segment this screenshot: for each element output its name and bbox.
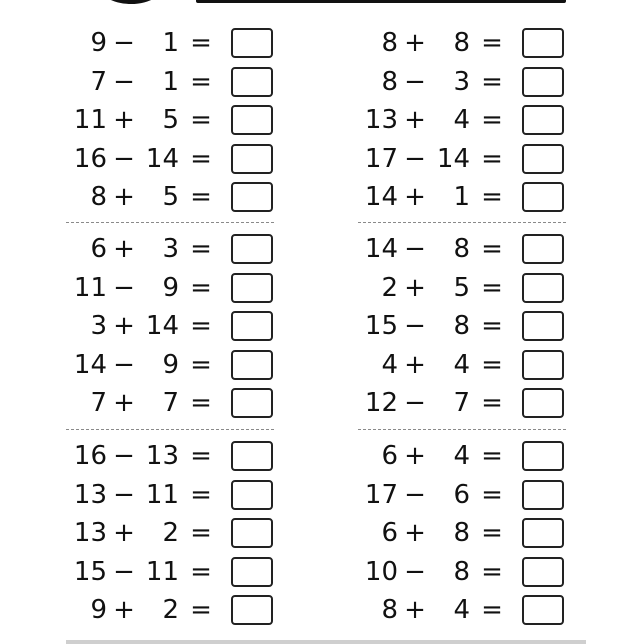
problem-row <box>358 230 598 268</box>
problem-row <box>67 24 307 62</box>
operand-a: 4 <box>381 349 398 380</box>
operand-b: 2 <box>162 595 179 626</box>
equals-sign: = <box>481 105 503 136</box>
operand-b: 8 <box>453 234 470 264</box>
operand-b: 11 <box>145 479 179 510</box>
operator-sign: + <box>113 105 135 136</box>
operator-sign: + <box>404 518 426 549</box>
operand-a: 2 <box>381 272 398 303</box>
operand-b: 4 <box>453 441 470 471</box>
operand-a: 8 <box>381 28 398 58</box>
operand-b: 7 <box>162 388 179 419</box>
operand-a: 3 <box>90 311 107 342</box>
answer-box[interactable] <box>522 311 564 341</box>
operand-b: 4 <box>453 349 470 380</box>
operator-sign: + <box>404 182 426 213</box>
operand-a: 10 <box>364 556 398 587</box>
operand-a: 14 <box>364 182 398 213</box>
answer-box[interactable] <box>522 480 564 510</box>
answer-box[interactable] <box>231 67 273 97</box>
operand-b: 1 <box>162 28 179 58</box>
operator-sign: − <box>404 556 426 587</box>
problem-row <box>358 101 598 139</box>
operator-sign: + <box>113 182 135 213</box>
operator-sign: + <box>404 105 426 136</box>
problem-row <box>358 63 598 101</box>
operand-b: 11 <box>145 556 179 587</box>
problem-row <box>67 307 307 345</box>
operator-sign: − <box>113 349 135 380</box>
problem-row <box>67 140 307 178</box>
operand-a: 17 <box>364 143 398 174</box>
problem-row <box>67 63 307 101</box>
equals-sign: = <box>190 272 212 303</box>
operand-a: 13 <box>73 518 107 549</box>
problem-row <box>67 101 307 139</box>
problem-row <box>358 514 598 552</box>
equals-sign: = <box>190 518 212 549</box>
equals-sign: = <box>481 143 503 174</box>
equals-sign: = <box>481 441 503 471</box>
operand-b: 7 <box>453 388 470 419</box>
problem-row <box>67 437 307 475</box>
equals-sign: = <box>190 28 212 58</box>
operator-sign: + <box>404 349 426 380</box>
problem-row <box>358 591 598 629</box>
equals-sign: = <box>190 479 212 510</box>
equals-sign: = <box>190 143 212 174</box>
operand-b: 4 <box>453 595 470 626</box>
operand-b: 9 <box>162 272 179 303</box>
operator-sign: − <box>113 556 135 587</box>
equals-sign: = <box>190 595 212 626</box>
operator-sign: + <box>113 518 135 549</box>
group-divider <box>66 222 274 223</box>
problem-row <box>358 384 598 422</box>
problem-row <box>358 307 598 345</box>
operand-a: 15 <box>73 556 107 587</box>
operator-sign: − <box>404 388 426 419</box>
operator-sign: − <box>404 143 426 174</box>
equals-sign: = <box>481 556 503 587</box>
operator-sign: − <box>404 311 426 342</box>
operand-a: 16 <box>73 441 107 471</box>
answer-box[interactable] <box>231 28 273 58</box>
answer-box[interactable] <box>231 388 273 418</box>
answer-box[interactable] <box>522 105 564 135</box>
equals-sign: = <box>481 234 503 264</box>
operand-a: 13 <box>73 479 107 510</box>
problem-row <box>67 230 307 268</box>
operand-a: 7 <box>90 66 107 97</box>
operand-a: 14 <box>364 234 398 264</box>
equals-sign: = <box>481 182 503 213</box>
equals-sign: = <box>190 556 212 587</box>
operand-a: 16 <box>73 143 107 174</box>
operand-a: 11 <box>73 272 107 303</box>
operand-a: 6 <box>90 234 107 264</box>
operator-sign: + <box>113 234 135 264</box>
operand-b: 4 <box>453 105 470 136</box>
answer-box[interactable] <box>231 105 273 135</box>
operand-a: 9 <box>90 595 107 626</box>
operator-sign: − <box>404 234 426 264</box>
problem-row <box>67 514 307 552</box>
answer-box[interactable] <box>231 234 273 264</box>
answer-box[interactable] <box>522 388 564 418</box>
answer-box[interactable] <box>522 182 564 212</box>
operator-sign: + <box>404 272 426 303</box>
answer-box[interactable] <box>522 28 564 58</box>
operand-b: 2 <box>162 518 179 549</box>
answer-box[interactable] <box>522 234 564 264</box>
problem-row <box>67 476 307 514</box>
problem-row <box>67 178 307 216</box>
operand-a: 11 <box>73 105 107 136</box>
answer-box[interactable] <box>231 144 273 174</box>
operand-b: 8 <box>453 518 470 549</box>
answer-box[interactable] <box>522 273 564 303</box>
problem-row <box>358 24 598 62</box>
operand-b: 8 <box>453 28 470 58</box>
operand-b: 14 <box>436 143 470 174</box>
operand-b: 5 <box>162 105 179 136</box>
operand-b: 13 <box>145 441 179 471</box>
answer-box[interactable] <box>522 144 564 174</box>
operator-sign: − <box>404 66 426 97</box>
equals-sign: = <box>190 388 212 419</box>
answer-box[interactable] <box>231 182 273 212</box>
problem-row <box>358 346 598 384</box>
answer-box[interactable] <box>522 441 564 471</box>
operand-a: 8 <box>90 182 107 213</box>
equals-sign: = <box>481 479 503 510</box>
equals-sign: = <box>481 349 503 380</box>
problem-row <box>358 476 598 514</box>
operand-a: 6 <box>381 518 398 549</box>
header-decoration-arc <box>96 0 166 4</box>
answer-box[interactable] <box>522 557 564 587</box>
equals-sign: = <box>190 66 212 97</box>
operand-b: 5 <box>453 272 470 303</box>
operator-sign: − <box>113 143 135 174</box>
problem-row <box>358 269 598 307</box>
equals-sign: = <box>190 234 212 264</box>
answer-box[interactable] <box>231 441 273 471</box>
operand-b: 1 <box>453 182 470 213</box>
equals-sign: = <box>190 105 212 136</box>
operator-sign: + <box>404 595 426 626</box>
problem-row <box>67 384 307 422</box>
operand-b: 9 <box>162 349 179 380</box>
group-divider <box>358 429 566 430</box>
operator-sign: − <box>113 479 135 510</box>
problem-row <box>67 553 307 591</box>
operand-a: 17 <box>364 479 398 510</box>
answer-box[interactable] <box>231 595 273 625</box>
equals-sign: = <box>481 28 503 58</box>
answer-box[interactable] <box>522 67 564 97</box>
equals-sign: = <box>481 311 503 342</box>
operator-sign: + <box>404 28 426 58</box>
operand-a: 13 <box>364 105 398 136</box>
operand-a: 8 <box>381 595 398 626</box>
operand-b: 3 <box>162 234 179 264</box>
equals-sign: = <box>481 66 503 97</box>
equals-sign: = <box>481 388 503 419</box>
answer-box[interactable] <box>522 518 564 548</box>
answer-box[interactable] <box>231 518 273 548</box>
problem-row <box>358 553 598 591</box>
operand-a: 15 <box>364 311 398 342</box>
operand-a: 14 <box>73 349 107 380</box>
equals-sign: = <box>190 441 212 471</box>
answer-box[interactable] <box>231 557 273 587</box>
operator-sign: − <box>113 272 135 303</box>
operand-b: 8 <box>453 556 470 587</box>
operand-a: 6 <box>381 441 398 471</box>
operator-sign: − <box>113 66 135 97</box>
equals-sign: = <box>190 311 212 342</box>
operand-b: 1 <box>162 66 179 97</box>
answer-box[interactable] <box>231 350 273 380</box>
operand-b: 6 <box>453 479 470 510</box>
operator-sign: − <box>404 479 426 510</box>
operand-a: 12 <box>364 388 398 419</box>
equals-sign: = <box>481 272 503 303</box>
equals-sign: = <box>481 518 503 549</box>
equals-sign: = <box>190 182 212 213</box>
problem-row <box>358 437 598 475</box>
operand-b: 8 <box>453 311 470 342</box>
operator-sign: + <box>113 388 135 419</box>
problem-row <box>67 269 307 307</box>
answer-box[interactable] <box>231 311 273 341</box>
operand-b: 14 <box>145 143 179 174</box>
operand-b: 14 <box>145 311 179 342</box>
operator-sign: + <box>113 311 135 342</box>
operand-b: 5 <box>162 182 179 213</box>
operator-sign: + <box>404 441 426 471</box>
operand-a: 7 <box>90 388 107 419</box>
operand-a: 9 <box>90 28 107 58</box>
problem-row <box>358 140 598 178</box>
header-title-bar <box>196 0 566 3</box>
operand-b: 3 <box>453 66 470 97</box>
operator-sign: + <box>113 595 135 626</box>
answer-box[interactable] <box>231 480 273 510</box>
answer-box[interactable] <box>522 595 564 625</box>
problem-row <box>67 591 307 629</box>
equals-sign: = <box>190 349 212 380</box>
answer-box[interactable] <box>522 350 564 380</box>
group-divider <box>358 222 566 223</box>
footer-bar <box>66 640 586 644</box>
problem-row <box>67 346 307 384</box>
operator-sign: − <box>113 441 135 471</box>
equals-sign: = <box>481 595 503 626</box>
operator-sign: − <box>113 28 135 58</box>
problem-row <box>358 178 598 216</box>
operand-a: 8 <box>381 66 398 97</box>
group-divider <box>66 429 274 430</box>
answer-box[interactable] <box>231 273 273 303</box>
